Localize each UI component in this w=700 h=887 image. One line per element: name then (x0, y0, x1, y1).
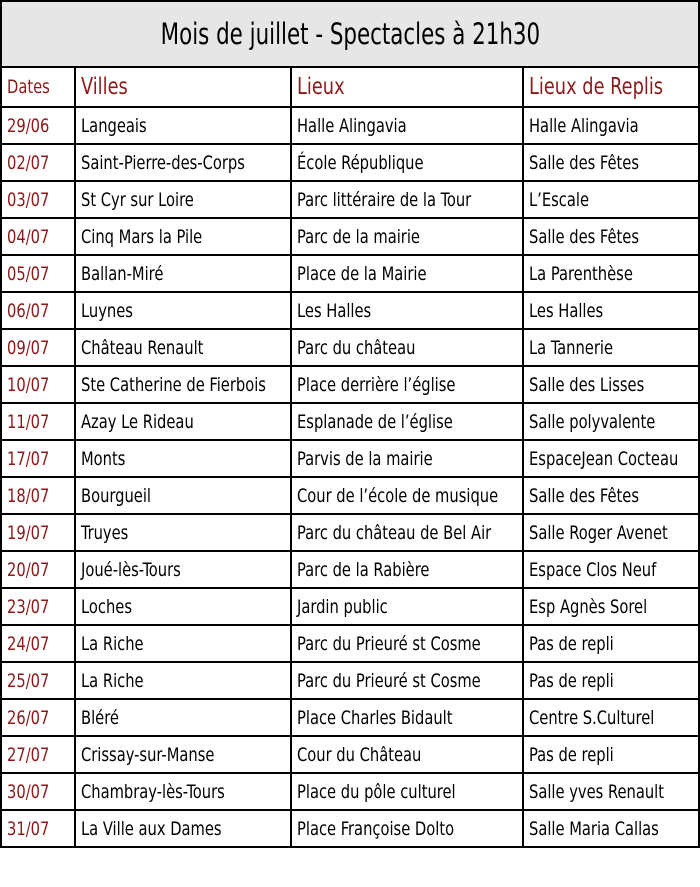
table-row (1, 551, 699, 588)
ville-cell: La Riche (75, 625, 291, 662)
date-cell: 30/07 (1, 773, 75, 810)
repli-cell: Pas de repli (523, 662, 699, 699)
ville-cell: Bléré (75, 699, 291, 736)
table-row (1, 181, 699, 218)
lieu-cell: Jardin public (291, 588, 523, 625)
lieu-cell: Parc de la Rabière (291, 551, 523, 588)
header-dates: Dates (1, 67, 75, 107)
date-cell: 23/07 (1, 588, 75, 625)
repli-cell: Les Halles (523, 292, 699, 329)
lieu-cell: Parvis de la mairie (291, 440, 523, 477)
repli-cell: Halle Alingavia (523, 107, 699, 144)
repli-cell: Centre S.Culturel (523, 699, 699, 736)
repli-cell: Salle des Fêtes (523, 218, 699, 255)
table-row (1, 440, 699, 477)
table-row (1, 625, 699, 662)
table-row (1, 662, 699, 699)
repli-cell: Esp Agnès Sorel (523, 588, 699, 625)
date-cell: 31/07 (1, 810, 75, 847)
lieu-cell: Esplanade de l’église (291, 403, 523, 440)
ville-cell: Ballan-Miré (75, 255, 291, 292)
ville-cell: Langeais (75, 107, 291, 144)
date-cell: 25/07 (1, 662, 75, 699)
table-row (1, 107, 699, 144)
ville-cell: Monts (75, 440, 291, 477)
repli-cell: Espace Clos Neuf (523, 551, 699, 588)
lieu-cell: Parc du château (291, 329, 523, 366)
table-row (1, 699, 699, 736)
ville-cell: Cinq Mars la Pile (75, 218, 291, 255)
lieu-cell: Place du pôle culturel (291, 773, 523, 810)
table-title: Mois de juillet - Spectacles à 21h30 (1, 1, 699, 67)
table-row (1, 292, 699, 329)
date-cell: 03/07 (1, 181, 75, 218)
date-cell: 20/07 (1, 551, 75, 588)
ville-cell: Château Renault (75, 329, 291, 366)
ville-cell: Loches (75, 588, 291, 625)
repli-cell: EspaceJean Cocteau (523, 440, 699, 477)
lieu-cell: Halle Alingavia (291, 107, 523, 144)
table-row (1, 329, 699, 366)
lieu-cell: Place de la Mairie (291, 255, 523, 292)
repli-cell: Pas de repli (523, 736, 699, 773)
table-row (1, 366, 699, 403)
header-replis: Lieux de Replis (523, 67, 699, 107)
lieu-cell: Les Halles (291, 292, 523, 329)
lieu-cell: École République (291, 144, 523, 181)
date-cell: 24/07 (1, 625, 75, 662)
date-cell: 17/07 (1, 440, 75, 477)
date-cell: 27/07 (1, 736, 75, 773)
repli-cell: La Tannerie (523, 329, 699, 366)
lieu-cell: Place Françoise Dolto (291, 810, 523, 847)
ville-cell: La Ville aux Dames (75, 810, 291, 847)
date-cell: 06/07 (1, 292, 75, 329)
lieu-cell: Place Charles Bidault (291, 699, 523, 736)
ville-cell: Joué-lès-Tours (75, 551, 291, 588)
date-cell: 29/06 (1, 107, 75, 144)
ville-cell: St Cyr sur Loire (75, 181, 291, 218)
date-cell: 11/07 (1, 403, 75, 440)
lieu-cell: Cour de l’école de musique (291, 477, 523, 514)
ville-cell: Chambray-lès-Tours (75, 773, 291, 810)
table-row (1, 514, 699, 551)
table-row (1, 810, 699, 847)
ville-cell: Ste Catherine de Fierbois (75, 366, 291, 403)
table-row (1, 144, 699, 181)
date-cell: 26/07 (1, 699, 75, 736)
table-row (1, 255, 699, 292)
ville-cell: Truyes (75, 514, 291, 551)
repli-cell: Salle des Fêtes (523, 144, 699, 181)
lieu-cell: Parc littéraire de la Tour (291, 181, 523, 218)
table-body (1, 107, 699, 847)
repli-cell: Salle polyvalente (523, 403, 699, 440)
date-cell: 10/07 (1, 366, 75, 403)
lieu-cell: Parc du château de Bel Air (291, 514, 523, 551)
table-row (1, 736, 699, 773)
lieu-cell: Parc du Prieuré st Cosme (291, 625, 523, 662)
ville-cell: Azay Le Rideau (75, 403, 291, 440)
repli-cell: Salle Roger Avenet (523, 514, 699, 551)
repli-cell: Salle yves Renault (523, 773, 699, 810)
lieu-cell: Parc du Prieuré st Cosme (291, 662, 523, 699)
table-row (1, 403, 699, 440)
date-cell: 04/07 (1, 218, 75, 255)
lieu-cell: Cour du Château (291, 736, 523, 773)
date-cell: 09/07 (1, 329, 75, 366)
ville-cell: La Riche (75, 662, 291, 699)
repli-cell: Salle des Lisses (523, 366, 699, 403)
table-row (1, 218, 699, 255)
table-row (1, 773, 699, 810)
repli-cell: L’Escale (523, 181, 699, 218)
table-row (1, 477, 699, 514)
repli-cell: Salle des Fêtes (523, 477, 699, 514)
header-row (1, 67, 699, 107)
repli-cell: Pas de repli (523, 625, 699, 662)
date-cell: 18/07 (1, 477, 75, 514)
lieu-cell: Parc de la mairie (291, 218, 523, 255)
repli-cell: La Parenthèse (523, 255, 699, 292)
lieu-cell: Place derrière l’église (291, 366, 523, 403)
date-cell: 02/07 (1, 144, 75, 181)
date-cell: 05/07 (1, 255, 75, 292)
date-cell: 19/07 (1, 514, 75, 551)
header-lieux: Lieux (291, 67, 523, 107)
ville-cell: Saint-Pierre-des-Corps (75, 144, 291, 181)
ville-cell: Crissay-sur-Manse (75, 736, 291, 773)
ville-cell: Bourgueil (75, 477, 291, 514)
repli-cell: Salle Maria Callas (523, 810, 699, 847)
ville-cell: Luynes (75, 292, 291, 329)
table-row (1, 588, 699, 625)
header-villes: Villes (75, 67, 291, 107)
